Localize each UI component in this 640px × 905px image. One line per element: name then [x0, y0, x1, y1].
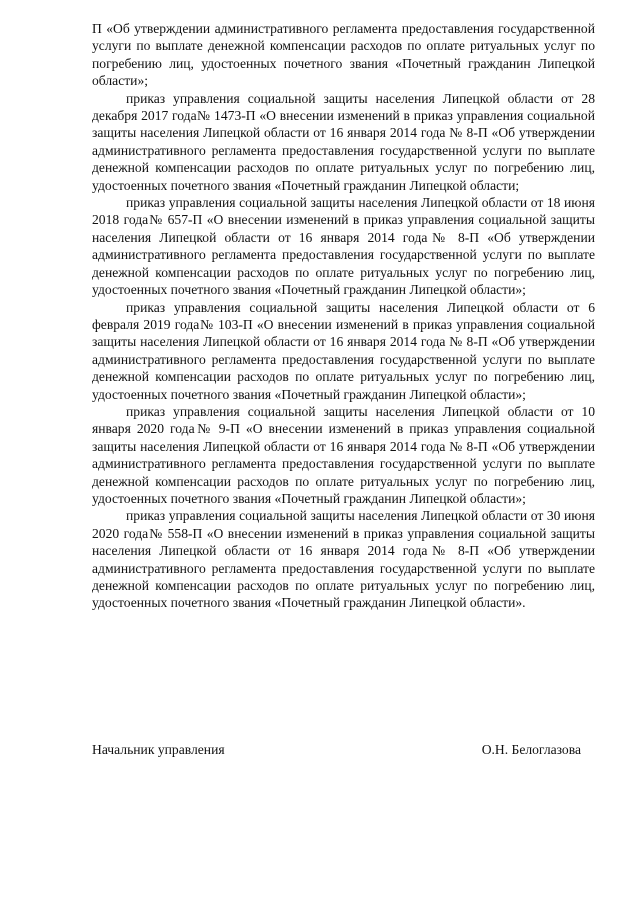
paragraph-order-2017: приказ управления социальной защиты населения Липецкой области от 28 декабря 2017 года№ 1473-П «О внесении изменений в приказ управления социальной защиты населения Липецкой области от 16 января 2014 года № 8-П «Об утверждении административного регламента предоставления государственной услуги по выплате денежной компенсации расходов по оплате ритуальных услуг по погребению лиц, удостоенных почетного звания «Почетный гражданин Липецкой области; — [92, 90, 595, 193]
paragraph-order-2020-jun: приказ управления социальной защиты населения Липецкой области от 30 июня 2020 года№ 558-П «О внесении изменений в приказ управления социальной защиты населения Липецкой области от 16 января 2014 года№ 8-П «Об утверждении административного регламента предоставления государственной услуги по выплате денежной компенсации расходов по оплате ритуальных услуг по погребению лиц, удостоенных почетного звания «Почетный гражданин Липецкой области». — [92, 508, 595, 611]
paragraph-order-2018: приказ управления социальной защиты населения Липецкой области от 18 июня 2018 года№ 657-П «О внесении изменений в приказ управления социальной защиты населения Липецкой области от 16 января 2014 года№ 8-П «Об утверждении административного регламента предоставления государственной услуги по выплате денежной компенсации расходов по оплате ритуальных услуг по погребению лиц, удостоенных почетного звания «Почетный гражданин Липецкой области»; — [92, 195, 595, 298]
signer-name: О.Н. Белоглазова — [481, 742, 581, 757]
paragraph-order-2019: приказ управления социальной защиты населения Липецкой области от 6 февраля 2019 года№ 103-П «О внесении изменений в приказ управления социальной защиты населения Липецкой области от 16 января 2014 года № 8-П «Об утверждении административного регламента предоставления государственной услуги по выплате денежной компенсации расходов по оплате ритуальных услуг по погребению лиц, удостоенных почетного звания «Почетный гражданин Липецкой области»; — [92, 299, 595, 402]
paragraph-continuation: П «Об утверждении административного регламента предоставления государственной услуги по выплате денежной компенсации расходов по оплате ритуальных услуг по погребению лиц, удостоенных почетного звания «Почетный гражданин Липецкой области»; — [92, 21, 595, 89]
paragraph-order-2020-jan: приказ управления социальной защиты населения Липецкой области от 10 января 2020 года№ 9-П «О внесении изменений в приказ управления социальной защиты населения Липецкой области от 16 января 2014 года № 8-П «Об утверждении административного регламента предоставления государственной услуги по выплате денежной компенсации расходов по оплате ритуальных услуг по погребению лиц, удостоенных почетного звания «Почетный гражданин Липецкой области»; — [92, 403, 595, 506]
document-body — [92, 20, 595, 612]
signer-position: Начальник управления — [92, 742, 225, 757]
